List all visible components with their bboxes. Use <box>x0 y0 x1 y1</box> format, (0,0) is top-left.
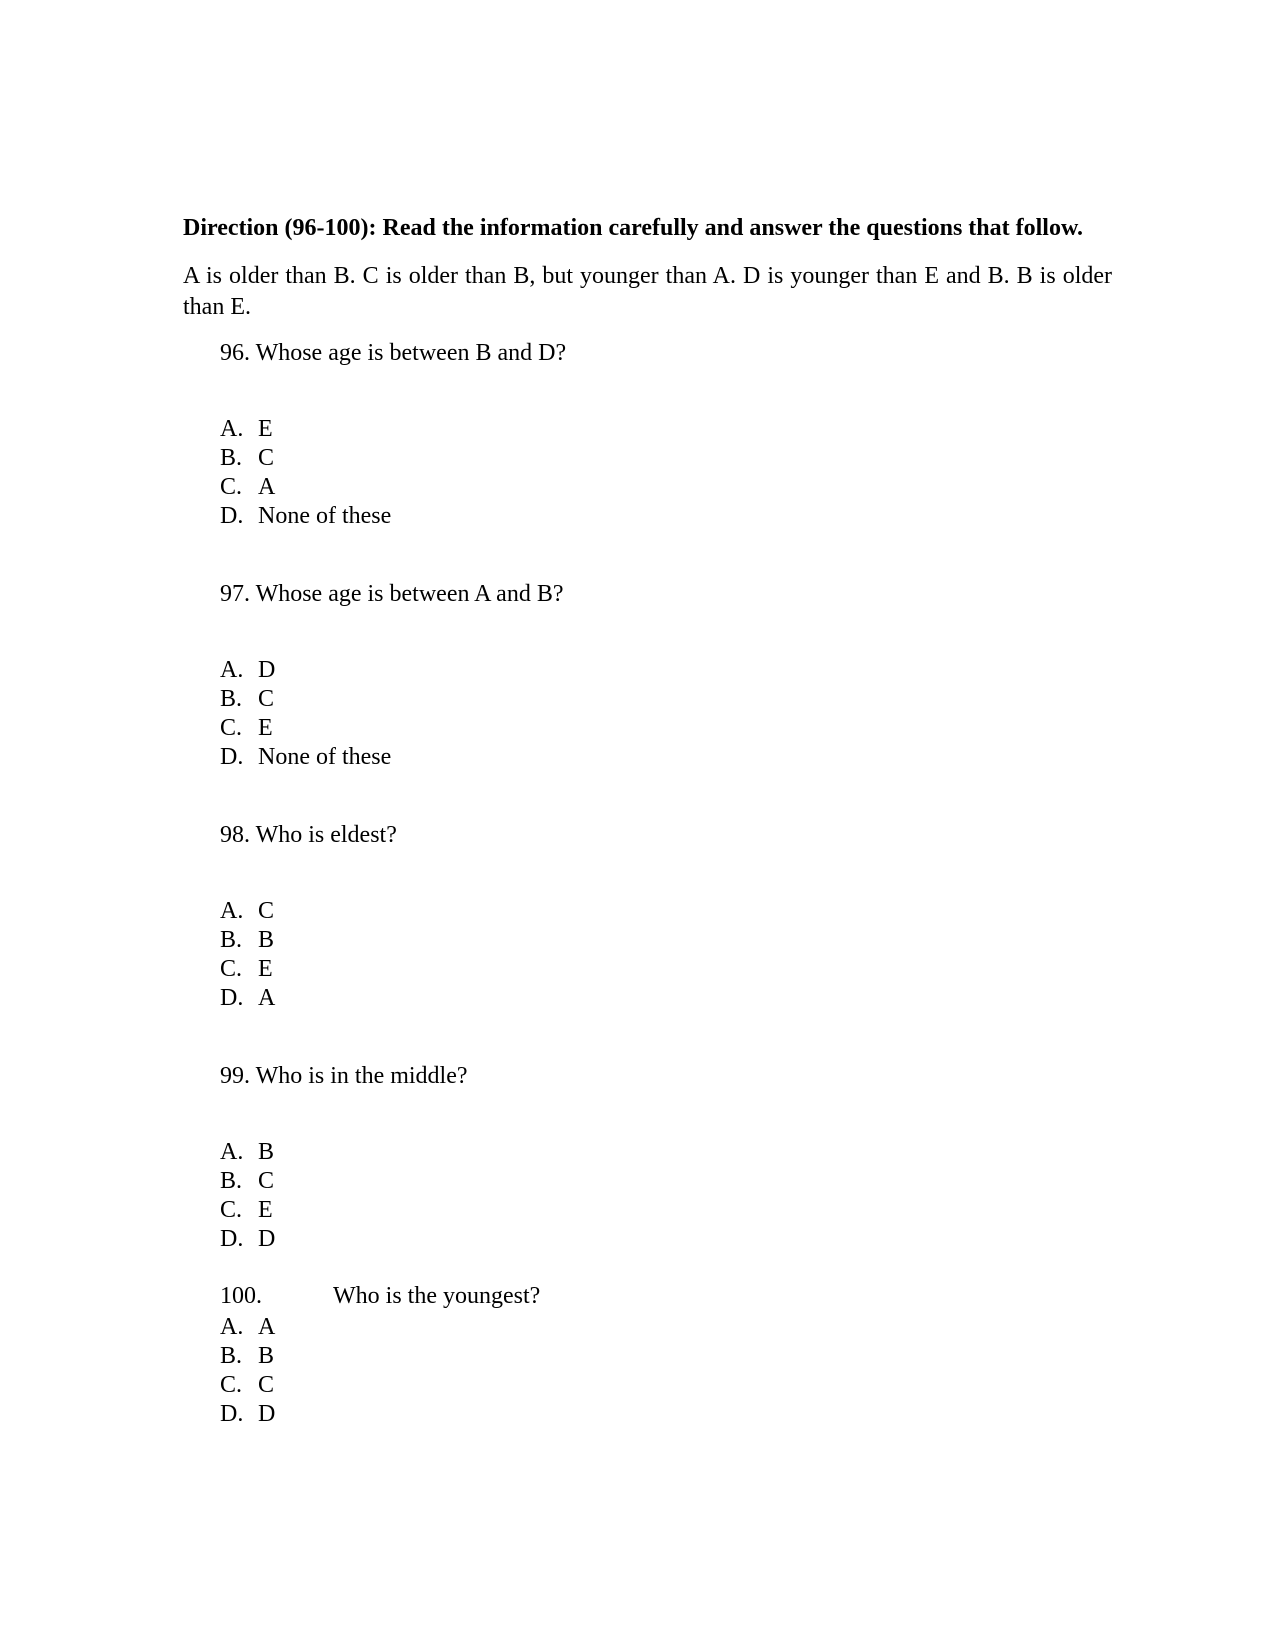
option-text: D <box>258 657 276 683</box>
option-list <box>220 656 1112 772</box>
option-text: A <box>258 474 276 500</box>
option-letter: A. <box>220 416 244 442</box>
question-number: 100. <box>220 1283 262 1309</box>
option-text: None of these <box>258 503 392 529</box>
option-text: A <box>258 985 276 1011</box>
question-98 <box>220 821 1112 1013</box>
option-item <box>220 984 1112 1013</box>
question-text: 98. Who is eldest? <box>220 822 397 848</box>
option-item <box>220 1313 1112 1342</box>
option-item <box>220 473 1112 502</box>
option-text: E <box>258 715 273 741</box>
question-96 <box>220 339 1112 531</box>
option-letter: A. <box>220 657 244 683</box>
option-item <box>220 1400 1112 1429</box>
option-text: B <box>258 1343 275 1369</box>
option-text: None of these <box>258 744 392 770</box>
option-letter: D. <box>220 1226 244 1252</box>
option-letter: B. <box>220 927 243 953</box>
option-item <box>220 415 1112 444</box>
question-text: 96. Whose age is between B and D? <box>220 340 567 366</box>
option-item <box>220 1138 1112 1167</box>
option-item <box>220 685 1112 714</box>
option-letter: B. <box>220 1168 243 1194</box>
option-text: E <box>258 416 273 442</box>
question-99 <box>220 1062 1112 1254</box>
option-item <box>220 926 1112 955</box>
question-text: 99. Who is in the middle? <box>220 1063 468 1089</box>
option-item <box>220 1225 1112 1254</box>
option-item <box>220 444 1112 473</box>
question-list <box>220 339 1112 1429</box>
option-letter: B. <box>220 1343 243 1369</box>
option-text: E <box>258 1197 273 1223</box>
direction-heading: Direction (96-100): Read the information carefully and answer the questions that follow. <box>183 215 1083 241</box>
option-letter: B. <box>220 445 243 471</box>
option-letter: B. <box>220 686 243 712</box>
option-list <box>220 1313 1112 1429</box>
option-item <box>220 656 1112 685</box>
option-item <box>220 1371 1112 1400</box>
question-97 <box>220 580 1112 772</box>
question-100 <box>220 1282 1112 1429</box>
option-item <box>220 714 1112 743</box>
option-letter: D. <box>220 744 244 770</box>
option-item <box>220 743 1112 772</box>
option-item <box>220 897 1112 926</box>
option-letter: D. <box>220 1401 244 1427</box>
question-label: Who is the youngest? <box>333 1283 541 1309</box>
option-text: B <box>258 927 275 953</box>
option-text: C <box>258 686 275 712</box>
option-item <box>220 1342 1112 1371</box>
option-text: E <box>258 956 273 982</box>
option-item <box>220 1196 1112 1225</box>
option-item <box>220 955 1112 984</box>
option-letter: A. <box>220 898 244 924</box>
option-list <box>220 415 1112 531</box>
option-letter: C. <box>220 715 243 741</box>
option-letter: C. <box>220 1372 243 1398</box>
option-letter: C. <box>220 1197 243 1223</box>
option-item <box>220 502 1112 531</box>
option-letter: D. <box>220 503 244 529</box>
option-list <box>220 897 1112 1013</box>
option-text: A <box>258 1314 276 1340</box>
option-text: C <box>258 898 275 924</box>
option-letter: C. <box>220 474 243 500</box>
question-text <box>220 1282 1112 1311</box>
question-text: 97. Whose age is between A and B? <box>220 581 564 607</box>
document-page <box>183 213 1112 1429</box>
option-text: C <box>258 1168 275 1194</box>
option-letter: D. <box>220 985 244 1011</box>
option-text: C <box>258 445 275 471</box>
option-letter: A. <box>220 1314 244 1340</box>
option-text: B <box>258 1139 275 1165</box>
option-item <box>220 1167 1112 1196</box>
option-text: C <box>258 1372 275 1398</box>
option-text: D <box>258 1401 276 1427</box>
option-letter: A. <box>220 1139 244 1165</box>
option-list <box>220 1138 1112 1254</box>
info-paragraph: A is older than B. C is older than B, but younger than A. D is younger than E and B. B is older than E. <box>183 263 1112 320</box>
option-text: D <box>258 1226 276 1252</box>
option-letter: C. <box>220 956 243 982</box>
